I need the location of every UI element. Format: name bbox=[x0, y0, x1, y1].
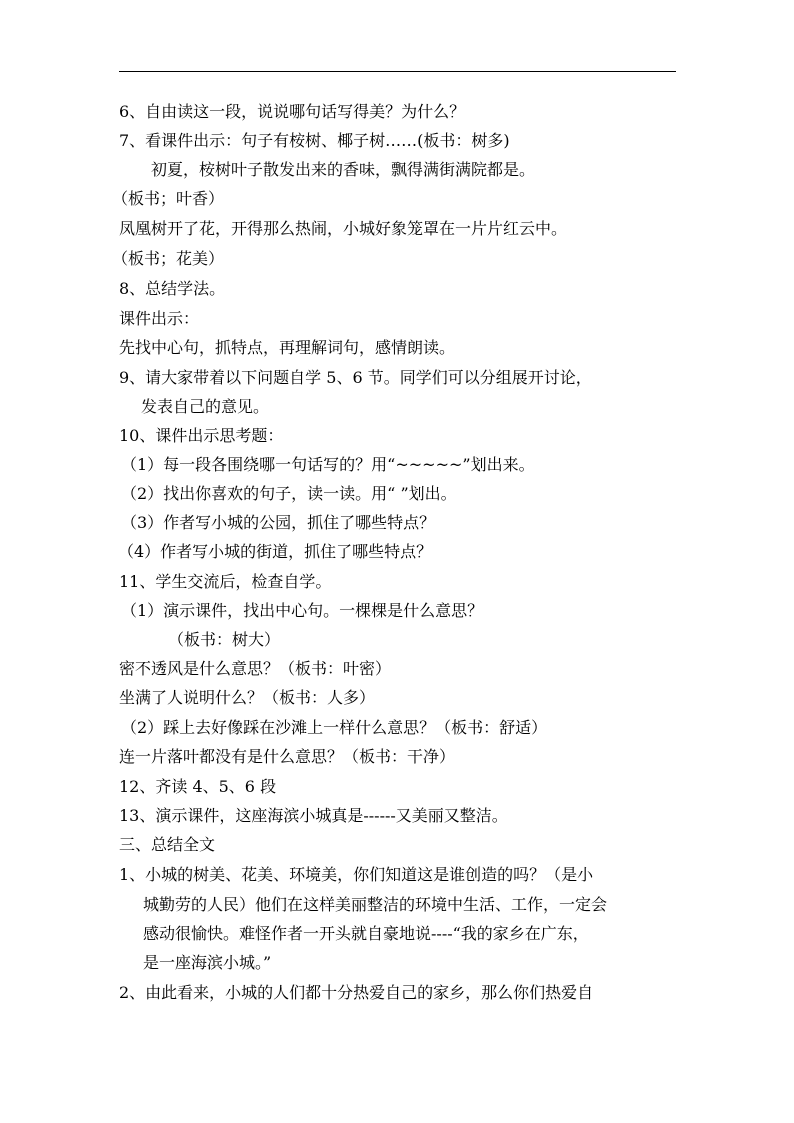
text-line: 10、课件出示思考题： bbox=[119, 426, 284, 445]
text-line: 是一座海滨小城。” bbox=[143, 953, 272, 972]
text-line: （3）作者写小城的公园，抓住了哪些特点？ bbox=[121, 513, 436, 532]
text-line: 三、总结全文 bbox=[119, 835, 216, 854]
text-line: 坐满了人说明什么？（板书：人多） bbox=[119, 688, 376, 707]
text-line: （2）踩上去好像踩在沙滩上一样什么意思？（板书：舒适） bbox=[121, 718, 548, 737]
text-line: 9、请大家带着以下问题自学 5、6 节。同学们可以分组展开讨论， bbox=[119, 368, 592, 387]
text-line: （1）演示课件，找出中心句。一棵棵是什么意思？ bbox=[121, 601, 484, 620]
text-line: 发表自己的意见。 bbox=[141, 397, 270, 416]
text-line: （2）找出你喜欢的句子，读一读。用“ ”划出。 bbox=[121, 484, 457, 503]
text-line: 初夏，桉树叶子散发出来的香味，飘得满街满院都是。 bbox=[151, 160, 536, 179]
text-line: （4）作者写小城的街道，抓住了哪些特点？ bbox=[118, 542, 433, 561]
text-line: 感动很愉快。难怪作者一开头就自豪地说----“我的家乡在广东， bbox=[143, 924, 589, 943]
text-line: 6、自由读这一段，说说哪句话写得美？为什么？ bbox=[119, 102, 466, 121]
text-line: （板书；叶香） bbox=[112, 189, 225, 208]
header-rule bbox=[119, 71, 676, 72]
text-line: 城勤劳的人民）他们在这样美丽整洁的环境中生活、工作，一定会 bbox=[143, 895, 608, 914]
text-line: 2、由此看来，小城的人们都十分热爱自己的家乡，那么你们热爱自 bbox=[119, 983, 594, 1002]
text-line: 12、齐读 4、5、6 段 bbox=[119, 777, 277, 796]
text-line: 凤凰树开了花，开得那么热闹，小城好象笼罩在一片片红云中。 bbox=[119, 219, 568, 238]
text-line: （1）每一段各围绕哪一句话写的？用“~~~~~”划出来。 bbox=[121, 455, 535, 474]
text-line: 11、学生交流后，检查自学。 bbox=[119, 572, 332, 591]
text-line: 密不透风是什么意思？（板书：叶密） bbox=[119, 659, 392, 678]
text-line: （板书；花美） bbox=[112, 249, 225, 268]
text-line: 1、小城的树美、花美、环境美，你们知道这是谁创造的吗？（是小 bbox=[119, 865, 594, 884]
text-line: 连一片落叶都没有是什么意思？（板书：干净） bbox=[119, 747, 456, 766]
text-line: （板书：树大） bbox=[168, 630, 281, 649]
text-line: 8、总结学法。 bbox=[119, 279, 226, 298]
text-line: 先找中心句，抓特点，再理解词句，感情朗读。 bbox=[119, 338, 456, 357]
text-line: 13、演示课件，这座海滨小城真是------又美丽又整洁。 bbox=[119, 806, 508, 825]
text-line: 7、看课件出示：句子有桉树、椰子树……(板书：树多) bbox=[119, 131, 510, 150]
text-line: 课件出示： bbox=[119, 309, 200, 328]
